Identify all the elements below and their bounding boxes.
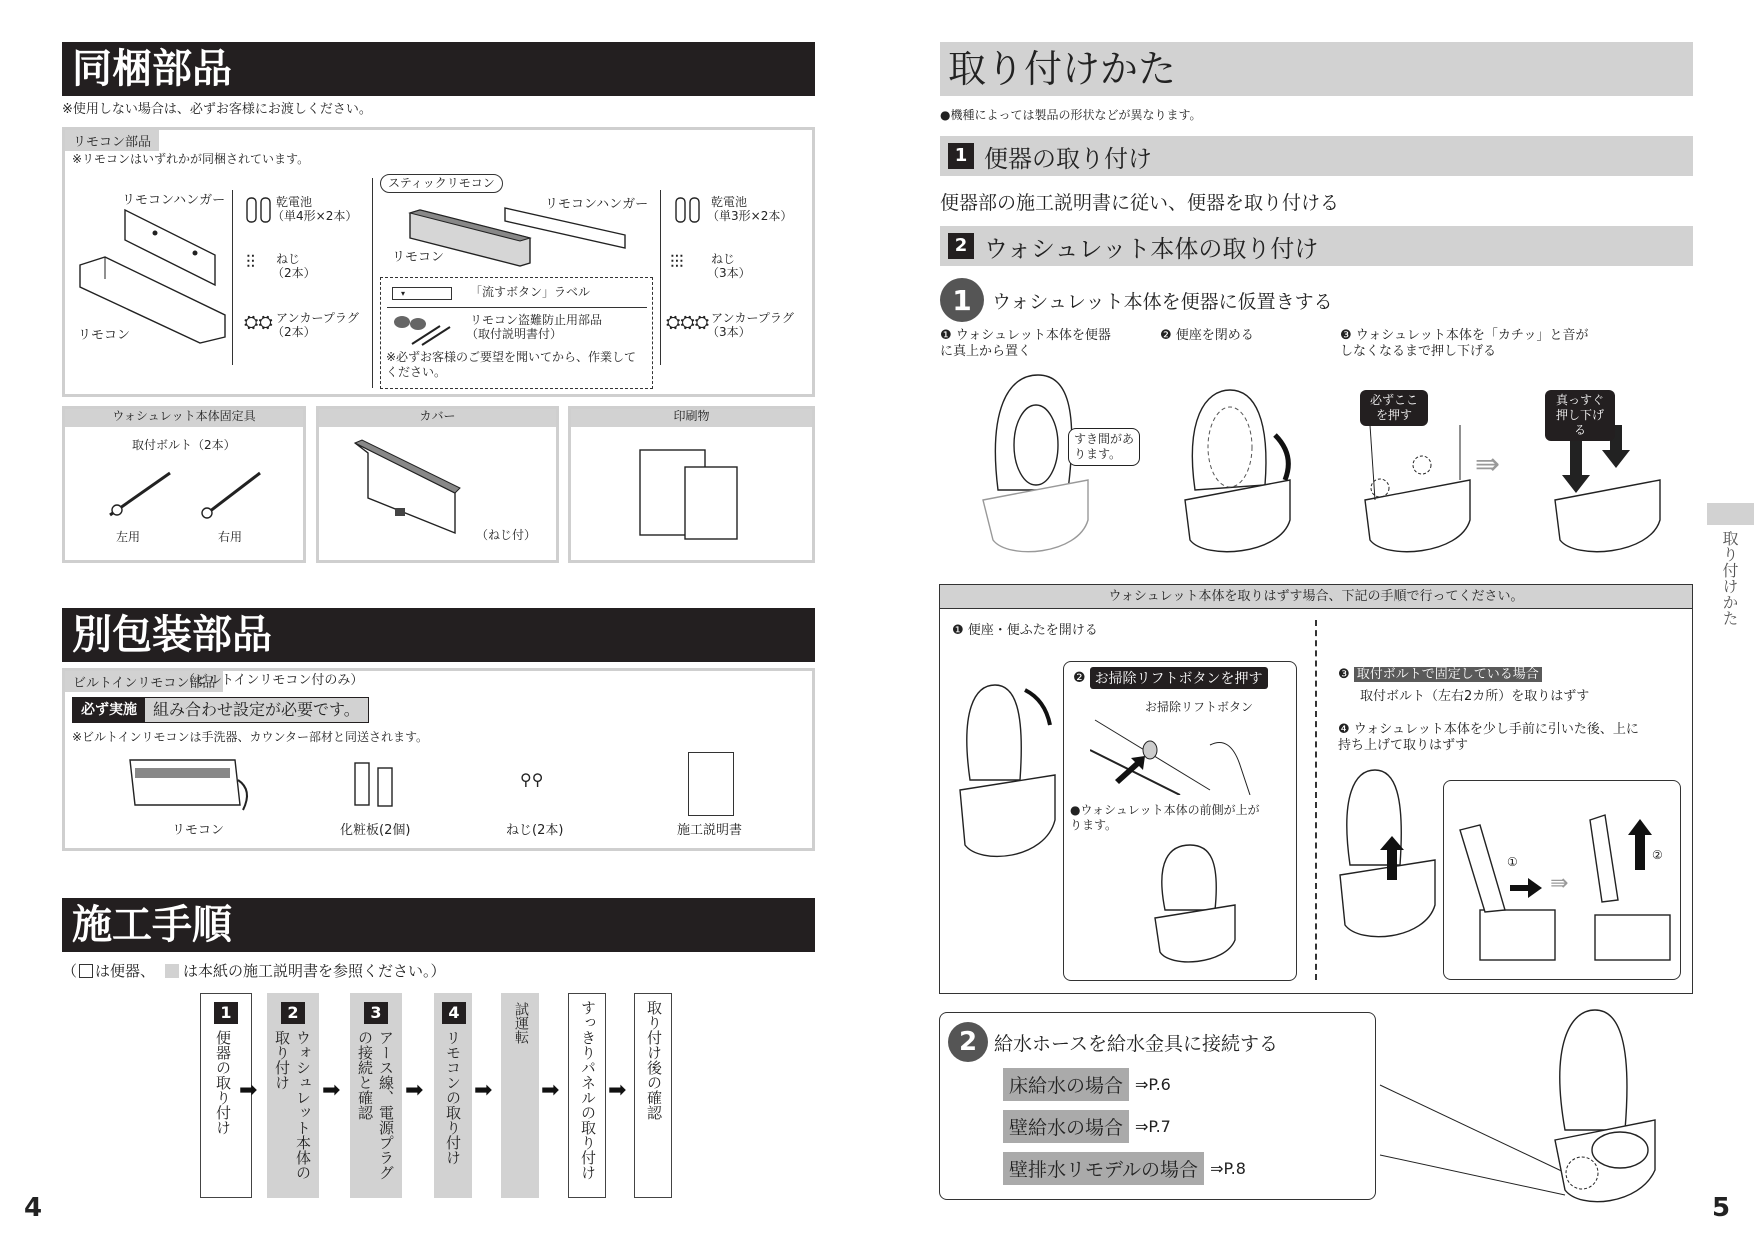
fixing-parts-header: ウォシュレット本体固定具 (65, 409, 303, 427)
step-number: 3 (364, 1002, 388, 1024)
builtin-item-plates: 化粧板(2個) (340, 823, 411, 838)
procedure-step-check (634, 993, 672, 1198)
step-label: 試運転 (513, 1002, 529, 1044)
remote-label-b: リモコン (392, 250, 445, 265)
antitheft-note: ※必ずお客様のご要望を聞いてから、作業してください。 (386, 350, 637, 379)
lift-button-illustration (1090, 715, 1270, 795)
marker-2: ② (1652, 848, 1663, 862)
page-title: 取り付けかた (940, 42, 1693, 96)
screw-icon: ⚲⚲ (520, 770, 544, 789)
substep1-b (1160, 328, 1254, 344)
toilet-push-down-illustration (1550, 420, 1665, 565)
screw-icon: ⫶⫶⫶ (670, 252, 684, 273)
anchor-plug-icon: ⛭⛭⛭ (666, 312, 710, 333)
builtin-remote-tag: ビルトインリモコン部品 (65, 671, 223, 692)
removal-step-4 (1338, 722, 1648, 754)
must-do-label: 必ず実施 (73, 698, 145, 722)
step-marker: ❶ (940, 328, 952, 343)
procedure-legend (62, 962, 446, 980)
battery-label-b: 乾電池 (711, 195, 748, 209)
builtin-item-remote: リモコン (172, 823, 225, 838)
section-title-separate-parts: 別包装部品 (62, 608, 815, 662)
substep1-a (940, 328, 1120, 360)
mounting-bolts-illustration (95, 465, 275, 525)
step-text: ウォシュレット本体を便器に真上から置く (940, 328, 1111, 359)
svg-text:⇛: ⇛ (1550, 871, 1569, 896)
legend-paren: （ (62, 962, 78, 980)
must-do-banner (72, 697, 369, 723)
step1-number: 1 (948, 143, 974, 169)
step-number: 1 (214, 1002, 238, 1024)
side-tab-label: 取り付けかた (1720, 530, 1739, 626)
link-label[interactable]: 壁排水リモデルの場合 (1003, 1152, 1204, 1185)
step-number: 4 (442, 1002, 466, 1024)
remote-parts-note: ※リモコンはいずれかが同梱されています。 (72, 152, 310, 166)
side-tab-marker (1707, 503, 1754, 525)
link-ref[interactable]: ⇒P.8 (1210, 1159, 1246, 1178)
cover-header: カバー (319, 409, 556, 427)
step2-number: 2 (948, 233, 974, 259)
must-do-text: 組み合わせ設定が必要です。 (145, 698, 368, 722)
procedure-step-panel (568, 993, 606, 1198)
bolt-right-label: 右用 (218, 530, 243, 544)
hanger-label-a: リモコンハンガー (122, 193, 226, 208)
anchor-plug-icon: ⛭⛭ (244, 312, 273, 333)
page-number-left: 4 (24, 1193, 43, 1223)
section-title-procedure: 施工手順 (62, 898, 815, 952)
section-title-included-parts: 同梱部品 (62, 42, 815, 96)
arrow-right-icon: ➡ (239, 1078, 258, 1103)
step-marker: ❷ (1073, 670, 1086, 686)
decorative-plates-illustration (350, 758, 410, 808)
toilet-close-seat-illustration (1180, 385, 1295, 565)
substep1-c (1340, 328, 1590, 360)
step-marker: ❷ (1160, 328, 1172, 343)
arrow-right-icon: ➡ (405, 1078, 424, 1103)
lift-button-callout: お掃除リフトボタン (1145, 700, 1254, 714)
divider (660, 190, 661, 365)
substep1-title: ウォシュレット本体を便器に仮置きする (992, 290, 1333, 313)
anchor-label-a: アンカープラグ (276, 311, 359, 325)
included-parts-note: ※使用しない場合は、必ずお客様にお渡しください。 (62, 102, 372, 117)
battery-qty-a: （単4形×2本） (272, 209, 358, 223)
wall-drain-remodel-link[interactable] (1003, 1152, 1246, 1185)
step1-title: 便器の取り付け (984, 144, 1152, 173)
battery-icon (674, 196, 704, 224)
link-ref[interactable]: ⇒P.7 (1135, 1117, 1171, 1136)
substep1-heading (940, 278, 1333, 322)
procedure-step-3 (350, 993, 402, 1198)
model-note: ●機種によっては製品の形状などが異なります。 (940, 108, 1202, 122)
legend-white-text: は便器、 (95, 962, 156, 980)
printed-materials-header: 印刷物 (571, 409, 812, 427)
step2-header (940, 226, 1693, 266)
step-text: 便座・便ふたを開ける (967, 623, 1098, 638)
stick-remote-badge: スティックリモコン (380, 174, 503, 193)
step1-body: 便器部の施工説明書に従い、便器を取り付ける (940, 192, 1340, 214)
screw-qty-a: （2本） (272, 266, 316, 280)
cover-caption: （ねじ付） (476, 528, 537, 542)
step-marker: ❸ (1338, 667, 1350, 682)
battery-label-a: 乾電池 (276, 195, 313, 209)
press-here-callout: 必ずここを押す (1360, 390, 1428, 426)
removal-step-2-title (1073, 667, 1268, 689)
step-label: 便器の取り付け (214, 1030, 232, 1135)
link-label[interactable]: 床給水の場合 (1003, 1068, 1129, 1101)
bolt-left-label: 左用 (116, 530, 141, 544)
toilet-lift-off-illustration (1335, 765, 1440, 945)
substep2-heading (948, 1022, 1278, 1062)
link-ref[interactable]: ⇒P.6 (1135, 1075, 1171, 1094)
step-label: アース線、電源プラグの接続と確認 (356, 1030, 395, 1180)
next-arrow-icon: ⇛ (1475, 447, 1501, 482)
floor-supply-link[interactable] (1003, 1068, 1171, 1101)
step-label: すっきりパネルの取り付け (579, 1000, 597, 1180)
antitheft-sub: （取付説明書付） (466, 327, 563, 341)
builtin-remote-note: ※ビルトインリモコンは手洗器、カウンター部材と同送されます。 (72, 730, 429, 744)
arrow-right-icon: ➡ (608, 1078, 627, 1103)
cover-illustration (350, 438, 465, 538)
anchor-label-b: アンカープラグ (711, 311, 794, 325)
hanger-label-b: リモコンハンガー (545, 197, 649, 212)
step-title: お掃除リフトボタンを押す (1090, 667, 1268, 689)
procedure-step-test-run (501, 993, 539, 1198)
step-label: リモコンの取り付け (444, 1030, 462, 1165)
step-marker: ❹ (1338, 722, 1350, 737)
arrow-right-icon: ➡ (541, 1078, 560, 1103)
removal-step-3 (1338, 667, 1542, 683)
step-text: ウォシュレット本体を少し手前に引いた後、上に持ち上げて取りはずす (1338, 722, 1639, 753)
flush-label-icon: ▾ (392, 287, 452, 300)
builtin-remote-illustration (120, 750, 265, 815)
legend-white-swatch (79, 964, 93, 978)
wall-supply-link[interactable] (1003, 1110, 1171, 1143)
step-label: ウォシュレット本体の取り付け (273, 1030, 312, 1180)
arrow-right-icon: ➡ (474, 1078, 493, 1103)
divider (372, 178, 373, 388)
toilet-lifted-illustration (1150, 840, 1240, 965)
remote-parts-tag: リモコン部品 (65, 130, 159, 151)
removal-step-3-text: 取付ボルト（左右2カ所）を取りはずす (1360, 689, 1590, 704)
substep1-number: 1 (940, 278, 984, 322)
toilet-open-lid-illustration (955, 680, 1065, 880)
divider-dashed (1315, 620, 1317, 980)
lift-button-note: ●ウォシュレット本体の前側が上がります。 (1070, 803, 1260, 832)
remote-label-a: リモコン (78, 328, 131, 343)
procedure-step-4 (434, 993, 472, 1198)
step-text: ウォシュレット本体を「カチッ」と音がしなくなるまで押し下げる (1340, 328, 1589, 359)
push-straight-callout: 真っすぐ押し下げる (1545, 390, 1615, 441)
flush-label-text: 「流すボタン」ラベル (470, 285, 591, 299)
anchor-qty-a: （2本） (272, 325, 316, 339)
antitheft-label: リモコン盗難防止用部品 (470, 313, 603, 327)
screw-label-a: ねじ (276, 252, 301, 266)
removal-step-1 (952, 623, 1098, 639)
toilet-press-illustration (1360, 420, 1475, 565)
marker-1: ① (1507, 855, 1518, 869)
substep2-title: 給水ホースを給水金具に接続する (994, 1032, 1279, 1055)
battery-qty-b: （単3形×2本） (707, 209, 793, 223)
step2-title: ウォシュレット本体の取り付け (984, 234, 1319, 263)
arrow-right-icon: ➡ (322, 1078, 341, 1103)
removal-header: ウォシュレット本体を取りはずす場合、下記の手順で行ってください。 (940, 585, 1692, 609)
builtin-item-screws: ねじ(2本) (506, 823, 564, 838)
step-text: 便座を閉める (1175, 328, 1254, 343)
gap-bubble: すき間があります。 (1068, 428, 1140, 466)
builtin-remote-tag-note: （ビルトインリモコン付のみ） (182, 673, 364, 688)
toilet-place-illustration (978, 370, 1093, 565)
screw-label-b: ねじ (711, 252, 736, 266)
side-view-removal-illustration (1450, 800, 1675, 965)
anchor-qty-b: （3本） (707, 325, 751, 339)
substep2-number: 2 (948, 1022, 988, 1062)
step-title: 取付ボルトで固定している場合 (1354, 667, 1542, 682)
builtin-item-manual: 施工説明書 (677, 823, 743, 838)
manual-illustration (688, 752, 734, 816)
step-marker: ❸ (1340, 328, 1352, 343)
step-label: 取り付け後の確認 (645, 1000, 663, 1120)
procedure-step-2 (267, 993, 319, 1198)
step1-header (940, 136, 1693, 176)
screw-icon: ⫶⫶ (246, 252, 255, 273)
screw-qty-b: （3本） (707, 266, 751, 280)
printed-materials-illustration (635, 445, 745, 545)
link-label[interactable]: 壁給水の場合 (1003, 1110, 1129, 1143)
battery-icon (245, 196, 275, 224)
step-number: 2 (281, 1002, 305, 1024)
antitheft-parts-illustration (390, 312, 460, 346)
toilet-water-supply-illustration (1370, 1005, 1660, 1215)
divider (387, 307, 647, 308)
legend-gray-text: は本紙の施工説明書を参照ください。） (183, 962, 446, 980)
legend-gray-swatch (165, 964, 179, 978)
bolt-caption: 取付ボルト（2本） (132, 438, 236, 452)
page-number-right: 5 (1712, 1193, 1731, 1223)
divider (232, 190, 233, 365)
step-marker: ❶ (952, 623, 964, 638)
